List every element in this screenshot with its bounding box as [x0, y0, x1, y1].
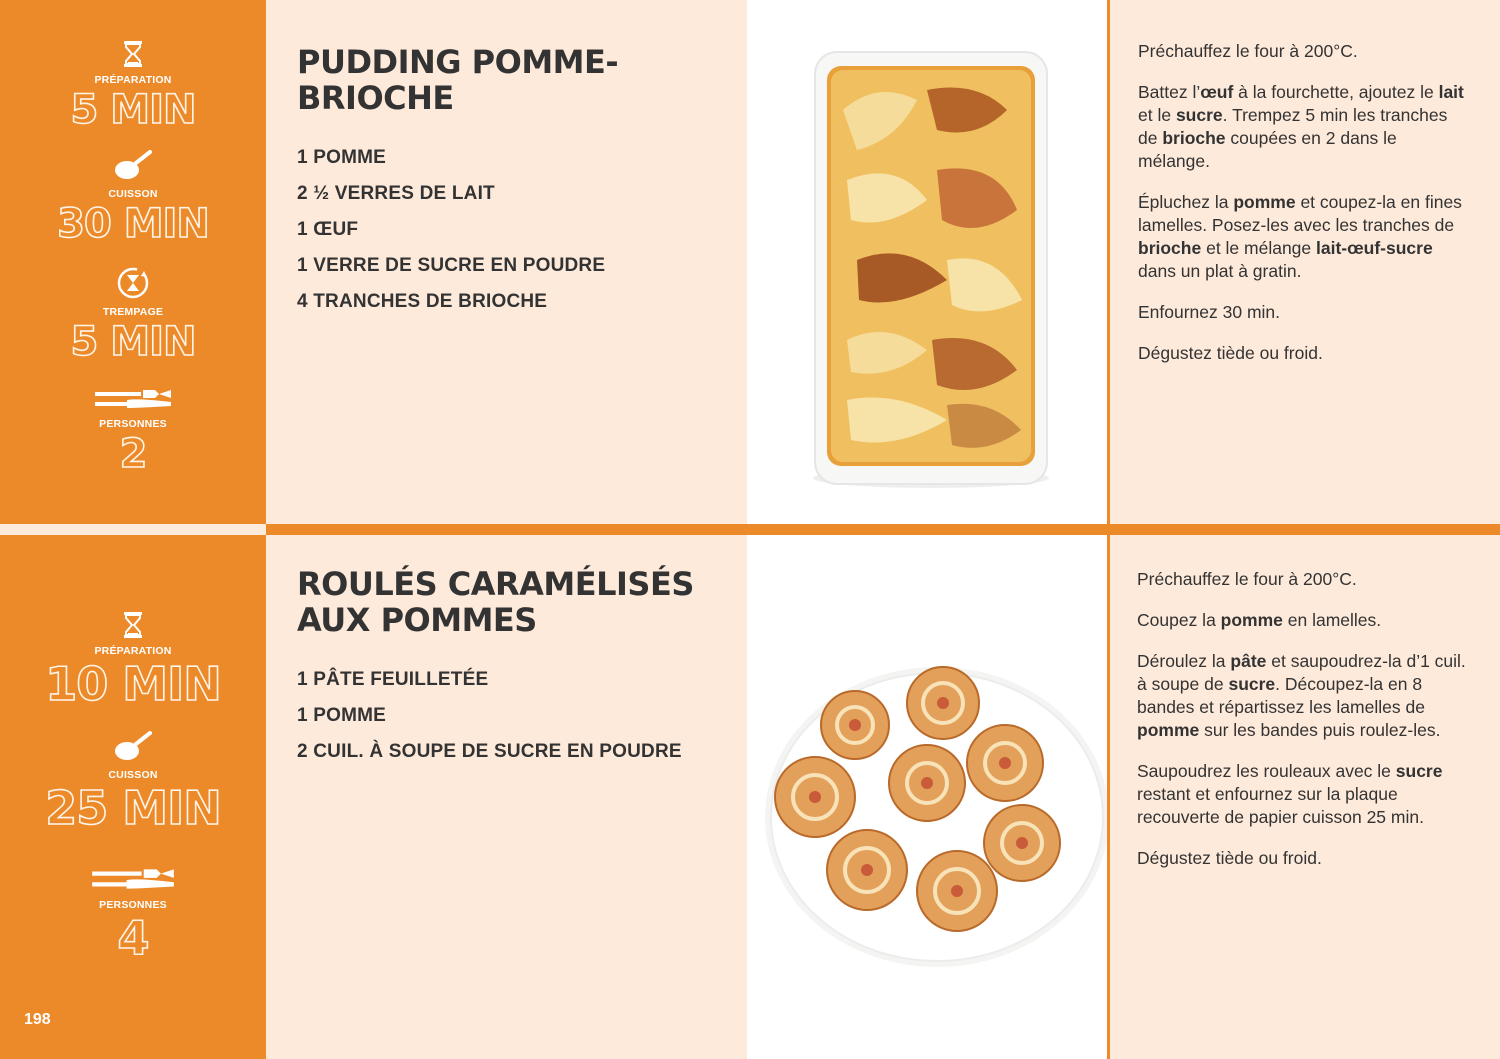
- recipe-2-content: [266, 535, 747, 1059]
- cook-label: CUISSON: [108, 188, 158, 200]
- people-label: PERSONNES: [99, 418, 167, 430]
- people-value: 4: [117, 911, 149, 965]
- people-value: 2: [119, 431, 147, 477]
- recipe-1-content: [266, 0, 747, 524]
- recipe-card-2: [0, 535, 1500, 1059]
- step-4: Saupoudrez les rouleaux avec le sucre restant et enfournez sur la plaque recouverte de papier cuisson 25 min.: [1137, 761, 1443, 827]
- apple-rolls-illustration: [747, 535, 1107, 1059]
- prep-time-stat: [0, 611, 266, 711]
- ingredient-item: 1 VERRE DE SUCRE EN POUDRE: [297, 255, 606, 276]
- step-2: Battez l’œuf à la fourchette, ajoutez le lait et le sucre. Trempez 5 min les tranches de brioche coupées en 2 dans le mélange.: [1138, 82, 1464, 171]
- section-divider: [266, 524, 1500, 535]
- prep-time-stat: [0, 40, 266, 133]
- prep-label: PRÉPARATION: [94, 74, 172, 86]
- step-2: Coupez la pomme en lamelles.: [1137, 610, 1382, 630]
- soak-value: 5 MIN: [70, 319, 196, 365]
- ingredient-item: 1 POMME: [297, 705, 387, 726]
- step-1: Préchauffez le four à 200°C.: [1137, 569, 1357, 589]
- pudding-dish-illustration: [747, 0, 1107, 524]
- step-1: Préchauffez le four à 200°C.: [1138, 41, 1358, 61]
- ingredient-item: 4 TRANCHES DE BRIOCHE: [297, 291, 548, 312]
- recipe-2-steps: [1137, 568, 1467, 888]
- ingredient-item: 1 ŒUF: [297, 219, 359, 240]
- recipe-photo-pudding: [747, 0, 1107, 524]
- frying-pan-icon: [113, 731, 153, 763]
- cook-value: 30 MIN: [57, 201, 209, 247]
- cook-time-stat: [0, 150, 266, 247]
- section-gap-left: [0, 524, 266, 535]
- recipe-title: PUDDING POMME-BRIOCHE: [297, 43, 619, 117]
- cook-value: 25 MIN: [45, 781, 221, 835]
- people-label: PERSONNES: [99, 899, 167, 911]
- cook-label: CUISSON: [108, 769, 158, 781]
- fork-knife-icon: [93, 386, 173, 412]
- ingredient-item: 1 PÂTE FEUILLETÉE: [297, 669, 489, 690]
- hourglass-icon: [123, 40, 143, 68]
- ingredient-list: [297, 669, 682, 777]
- step-3: Déroulez la pâte et saupoudrez-la d’1 cuil. à soupe de sucre. Découpez-la en 8 bandes et répartissez les lamelles de pomme sur les bandes puis roulez-les.: [1137, 651, 1466, 740]
- page-number: 198: [24, 1011, 51, 1028]
- recipe-2-stats-panel: [0, 535, 266, 1059]
- recipe-card-1: [0, 0, 1500, 524]
- people-stat: [0, 865, 266, 965]
- recipe-photo-rolls: [747, 535, 1107, 1059]
- people-stat: [0, 386, 266, 477]
- hourglass-icon: [123, 611, 143, 639]
- recipe-1-steps: [1138, 40, 1468, 383]
- recipe-title: ROULÉS CARAMÉLISÉS AUX POMMES: [297, 565, 694, 639]
- prep-value: 5 MIN: [70, 87, 196, 133]
- prep-label: PRÉPARATION: [94, 645, 172, 657]
- vertical-divider: [1107, 0, 1110, 524]
- frying-pan-icon: [113, 150, 153, 182]
- vertical-divider: [1107, 535, 1110, 1059]
- prep-value: 10 MIN: [45, 657, 221, 711]
- ingredient-item: 2 CUIL. À SOUPE DE SUCRE EN POUDRE: [297, 741, 682, 762]
- step-3: Épluchez la pomme et coupez-la en fines lamelles. Posez-les avec les tranches de brioche et le mélange lait-œuf-sucre dans un plat à gratin.: [1138, 192, 1462, 281]
- ingredient-item: 2 ½ VERRES DE LAIT: [297, 183, 495, 204]
- soak-timer-icon: [116, 266, 150, 300]
- step-5: Dégustez tiède ou froid.: [1138, 343, 1323, 363]
- ingredient-item: 1 POMME: [297, 147, 387, 168]
- step-5: Dégustez tiède ou froid.: [1137, 848, 1322, 868]
- soak-label: TREMPAGE: [102, 306, 164, 318]
- cook-time-stat: [0, 731, 266, 835]
- step-4: Enfournez 30 min.: [1138, 302, 1281, 322]
- ingredient-list: [297, 147, 605, 327]
- recipe-1-stats-panel: [0, 0, 266, 524]
- fork-knife-icon: [90, 865, 176, 893]
- soak-time-stat: [0, 266, 266, 365]
